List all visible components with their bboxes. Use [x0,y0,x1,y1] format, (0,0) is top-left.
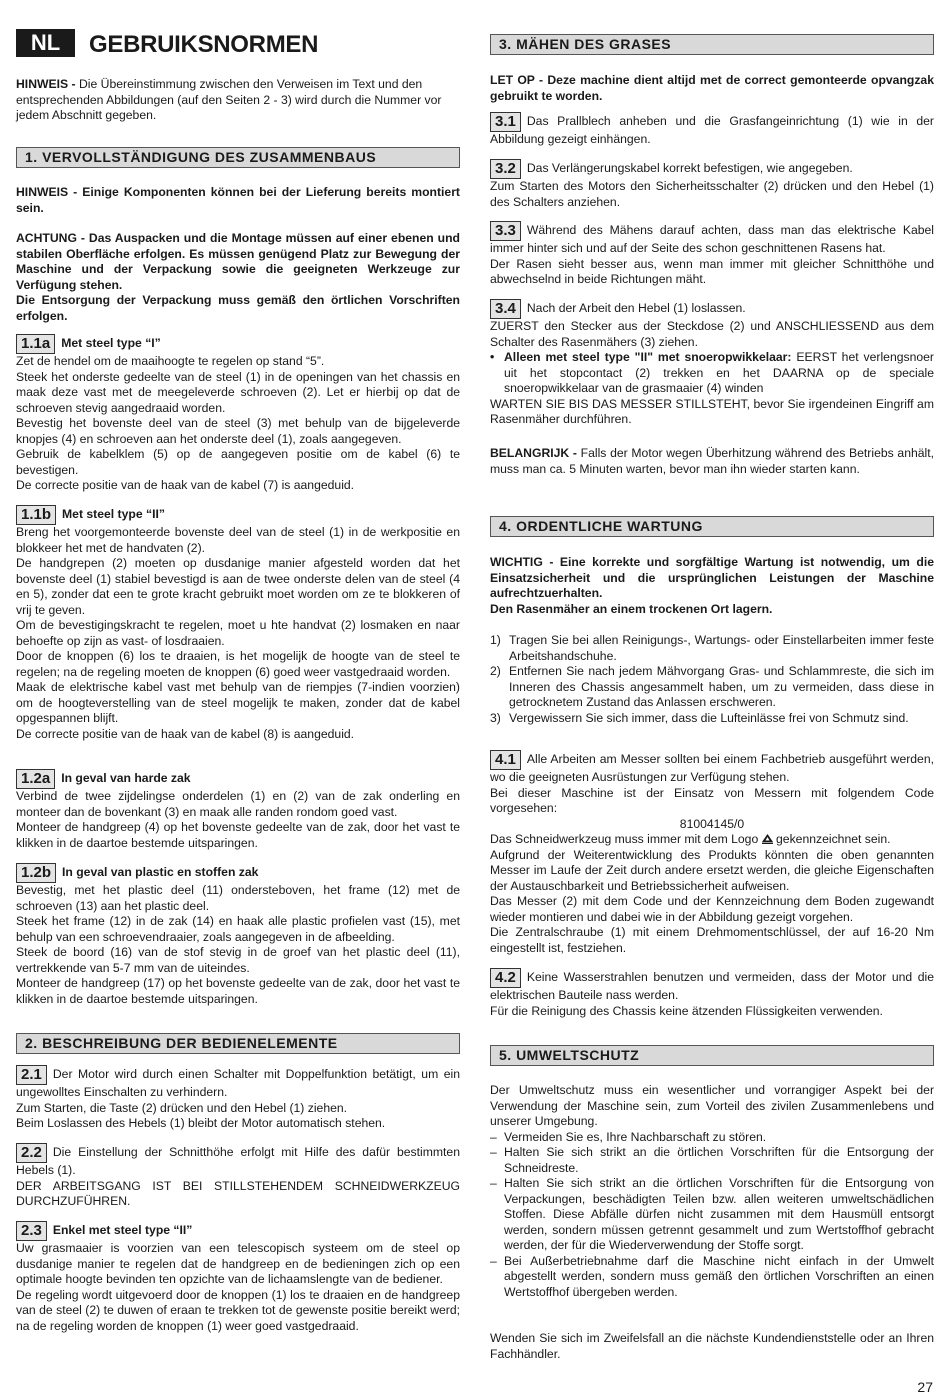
subsection-number: 4.2 [490,968,521,988]
subsection-number: 3.3 [490,221,521,241]
list-item [490,633,934,664]
list-item: – Halten Sie sich strikt an die örtlichen Vorschriften für die Entsorgung von Verpackungen, beschädigten Teilen bzw. allen weiteren umweltschädlichen Stoffen. Diese Abfälle dürfen nicht zusammen mit dem Hausmüll entsorgt werden, sondern müssen getrennt gesammelt und zum Wertstoffhof gebracht werden, der für die Wiederverwendung der Stoffe sorgt. [490,1176,934,1254]
paragraph: De regeling wordt uitgevoerd door de knoppen (1) los te draaien en de handgreep van de steel (2) te duwen of eraan te trekken tot de gewenste positie bereikt werd; na de regeling worden de knoppen (1) weer goed vastgedraaid. [16,1287,460,1333]
paragraph: Beim Loslassen des Hebels (1) bleibt der Motor automatisch stehen. [16,1116,386,1130]
paragraph: Uw grasmaaier is voorzien van een telescopisch systeem om de steel op dusdanige manier te regelen dat de handgreep en de bedieningen zich op een optimale hoogte bevinden ten opzichte van de lichaamslengte van de bediener. [16,1241,460,1286]
paragraph: Nach der Arbeit den Hebel (1) loslassen. [526,301,746,315]
maintenance-important: WICHTIG - Eine korrekte und sorgfältige Wartung ist notwendig, um die Einsatzsicherheit und die ursprünglichen Leistungen der Maschine aufrechtzuerhalten. [490,555,934,600]
warning-unpacking: ACHTUNG - Das Auspacken und die Montage müssen auf einer ebenen und stabilen Oberfläche erfolgen. Es müssen genügend Platz zur Bewegung der Maschine und der Verpackung sowie die geeigneten Werkzeuge zur Verfügung stehen. [16,231,460,292]
section-1-notes [16,185,460,324]
paragraph: Zum Starten des Motors den Sicherheitsschalter (2) drücken und den Hebel (1) des Schalters anziehen. [490,179,934,209]
subsection-1-1a [16,334,460,494]
paragraph: Steek het onderste gedeelte van de steel (1) in de openingen van het chassis en maak deze vast met de meegeleverde schroeven (2). Let er hierbij op dat de schroeven stevig aangedraaid worden. [16,369,460,415]
section-5-body [490,1083,934,1300]
paragraph: Der Motor wird durch einen Schalter mit Doppelfunktion betätigt, um ein ungewolltes Einschalten zu verhindern. [16,1067,460,1099]
paragraph: Alle Arbeiten am Messer sollten bei einem Fachbetrieb ausgeführt werden, wo die geeigneten Ausrüstungen zur Verfügung stehen. [490,752,934,784]
list-number: 2) [490,664,501,678]
subsection-4-2 [490,968,934,1019]
subsection-number: 1.2a [16,769,55,789]
subsection-3-1 [490,112,934,148]
list-item [490,711,934,727]
paragraph: De correcte positie van de haak van de kabel (7) is aangeduid. [16,478,355,492]
subsection-number: 3.1 [490,112,521,132]
subsection-2-2 [16,1143,460,1210]
paragraph: Breng het voorgemonteerde bovenste deel van de steel (1) in de werkpositie en blokkeer het met de handvaten (2). [16,525,460,555]
paragraph: Während des Mähens darauf achten, dass man das elektrische Kabel immer hinter sich und auf der Seite des schon geschnittenen Rasens hat. [490,223,934,255]
important-note [490,446,934,477]
section-4-heading: 4. ORDENTLICHE WARTUNG [490,516,934,537]
numbered-list [490,633,934,726]
subsection-2-3 [16,1221,460,1334]
paragraph: Door de knoppen (6) los te draaien, is het mogelijk de hoogte van de steel te regelen; na de regeling moeten de knoppen (6) goed weer vastgedraaid worden. [16,649,460,679]
section-1-heading: 1. VERVOLLSTÄNDIGUNG DES ZUSAMMENBAUS [16,147,460,168]
paragraph: Die Zentralschraube (1) mit einem Drehmomentschlüssel, der auf 16-20 Nm eingestellt ist, festziehen. [490,925,934,955]
paragraph: Das Messer (2) mit dem Code und der Kennzeichnung dem Boden zugewandt wieder montieren und dabei wie in der Abbildung gezeigt vorgehen. [490,894,934,924]
subsection-2-1 [16,1065,460,1132]
subsection-title: Met steel type “I” [61,336,161,350]
paragraph: Bei dieser Maschine ist der Einsatz von Messern mit folgendem Code vorgesehen: [490,785,934,815]
note-components: HINWEIS - Einige Komponenten können bei der Lieferung bereits montiert sein. [16,185,460,215]
paragraph: Bevestig het bovenste deel van de steel (3) met behulp van de bijgeleverde knopjes (4) en schroeven aan het onderste deel (1), zoals aangegeven. [16,416,460,446]
paragraph: Steek de boord (16) van de stof stevig in de groef van het plastic deel (11), vertrekkende van 5-7 mm van de uiteindes. [16,945,460,975]
dash-list [490,1130,934,1301]
subsection-title: In geval van harde zak [61,771,191,785]
subsection-number: 2.1 [16,1065,47,1085]
subsection-1-2a [16,769,460,851]
list-item [490,350,934,397]
subsection-number: 1.1b [16,505,56,525]
subsection-number: 2.3 [16,1221,47,1241]
paragraph: Steek het frame (12) in de zak (14) en haak alle plastic profielen vast (15), met behulp van een schroevendraaier, zoals aangegeven in de afbeelding. [16,914,460,944]
subsection-title: Met steel type “II” [62,507,165,521]
paragraph: Zum Starten, die Taste (2) drücken und den Hebel (1) ziehen. [16,1100,348,1115]
page-title: GEBRUIKSNORMEN [89,31,319,58]
list-item: – Bei Außerbetriebnahme darf die Maschine nicht einfach in der Umwelt abgestellt werden, sondern muss gemäß den örtlichen Vorschriften an einen Wertstoffhof übergeben werden. [490,1254,934,1301]
subsection-3-2 [490,159,934,210]
list-item [490,664,934,711]
bullet-list [490,350,934,397]
section-5-heading: 5. UMWELTSCHUTZ [490,1045,934,1066]
list-number: 3) [490,710,501,725]
storage-note: Den Rasenmäher an einem trockenen Ort lagern. [490,601,773,616]
warning-bag: LET OP - Deze machine dient altijd met de correct gemonteerde opvangzak gebruikt te worden. [490,73,934,103]
paragraph: Das Prallblech anheben und die Grasfangeinrichtung (1) wie in der Abbildung gezeigt einhängen. [490,114,934,146]
subsection-1-1b [16,505,460,742]
paragraph: Monteer de handgreep (17) op het bovenste gedeelte van de zak, door het vast te klikken in de daartoe bestemde uitsparingen. [16,976,460,1006]
maintenance-list [490,633,934,726]
list-item: – Halten Sie sich strikt an die örtlichen Vorschriften für die Entsorgung der Schneidreste. [490,1145,934,1176]
list-text: Entfernen Sie nach jedem Mähvorgang Gras- und Schlammreste, die sich im Inneren des Chassis angesammelt haben, um zu vermeiden, dass diese in getrocknetem Zustand das Anlassen erschweren. [509,664,934,709]
paragraph: Zet de hendel om de maaihoogte te regelen op stand “5”. [16,354,325,368]
blade-code: 81004145/0 [679,816,745,831]
paragraph: Keine Wasserstrahlen benutzen und vermeiden, dass der Motor und die elektrischen Bauteile nass werden. [490,970,934,1002]
list-text: Vergewissern Sie sich immer, dass die Lufteinlässe frei von Schmutz sind. [509,710,909,725]
subsection-1-2b [16,863,460,1007]
intro-note [16,77,460,124]
list-item: – Vermeiden Sie es, Ihre Nachbarschaft zu stören. [490,1130,934,1146]
paragraph: Der Umweltschutz muss ein wesentlicher und vorrangiger Aspekt bei der Verwendung der Maschine sein, zum Vorteil des zivilen Zusammenlebens und unserer Umgebung. [490,1083,934,1128]
list-number: 1) [490,633,501,647]
paragraph: Bevestig, met het plastic deel (11) ondersteboven, het frame (12) met de schroeven (13) aan het plastic deel. [16,883,460,913]
subsection-3-3 [490,221,934,288]
paragraph: Der Rasen sieht besser aus, wenn man immer mit gleicher Schnitthöhe und abwechselnd in beide Richtungen mäht. [490,256,934,286]
important-lead: BELANGRIJK - [490,446,577,460]
paragraph: DER ARBEITSGANG IST BEI STILLSTEHENDEM SCHNEIDWERKZEUG DURCHZUFÜHREN. [16,1178,460,1208]
paragraph: Für die Reinigung des Chassis keine ätzenden Flüssigkeiten verwenden. [490,1003,883,1018]
subsection-3-4 [490,299,934,428]
important-text: Falls der Motor wegen Überhitzung während des Betriebs anhält, muss man ca. 5 Minuten warten, bevor man ihn wieder starten kann. [490,446,935,476]
blade-logo-icon [762,834,773,844]
logo-text-after: gekennzeichnet sein. [772,832,891,846]
paragraph: De correcte positie van de haak van de kabel (8) is aangeduid. [16,726,355,741]
section-4-notes [490,555,934,617]
subsection-number: 1.1a [16,334,55,354]
paragraph: Wenden Sie sich im Zweifelsfall an die nächste Kundendienststelle oder an Ihren Fachhändler. [490,1331,934,1361]
language-badge: NL [16,29,75,57]
paragraph: Maak de elektrische kabel vast met behulp van de riempjes (7-indien voorzien) om de hoogteverstelling van de steel mogelijk te maken, zonder dat de kabel opgespannen blijft. [16,680,460,725]
paragraph: WARTEN SIE BIS DAS MESSER STILLSTEHT, bevor Sie irgendeinen Eingriff am Rasenmäher durchführen. [490,396,934,426]
paragraph: Das Verlängerungskabel korrekt befestigen, wie angegeben. [526,161,853,175]
paragraph: Monteer de handgreep (4) op het bovenste gedeelte van de zak, door het vast te klikken in de daartoe bestemde uitsparingen. [16,820,460,850]
subsection-title: Enkel met steel type “II” [52,1223,193,1237]
paragraph: De handgrepen (2) moeten op dusdanige manier afgesteld worden dat het bovenste deel (1) stabiel bevestigd is aan de twee onderste delen van de steel (4 en 5), zonder dat een te grote kracht gebruikt moet worden om ze te blokkeren of vrij te geven. [16,556,460,617]
subsection-number: 1.2b [16,863,56,883]
bullet-lead: Alleen met steel type "II" met snoeropwikkelaar: [504,350,792,364]
paragraph: Die Einstellung der Schnitthöhe erfolgt mit Hilfe des dafür bestimmten Hebels (1). [16,1145,460,1177]
section-2-heading: 2. BESCHREIBUNG DER BEDIENELEMENTE [16,1033,460,1054]
subsection-number: 4.1 [490,750,521,770]
paragraph: ZUERST den Stecker aus der Steckdose (2) und ANSCHLIESSEND aus dem Schalter des Rasenmähers (3) ziehen. [490,319,934,349]
paragraph: Aufgrund der Weiterentwicklung des Produkts könnten die oben genannten Messer im Laufe der Zeit durch andere ersetzt werden, die gleiche Eigenschaften der Austauschbarkeit und Betriebssicherheit aufweisen. [490,847,934,893]
closing-note [490,1331,934,1362]
subsection-number: 3.2 [490,159,521,179]
intro-text: Die Übereinstimmung zwischen den Verweisen im Text und den entsprechenden Abbildungen (auf den Seiten 2 - 3) wird durch die Nummer vor jedem Abschnitt gegeben. [16,77,442,122]
section-3-warning [490,73,934,104]
list-text: Tragen Sie bei allen Reinigungs-, Wartungs- oder Einstellarbeiten immer feste Arbeitshandschuhe. [509,633,934,663]
bullet-text: EERST het verlengsnoer uit het stopcontact (2) trekken en het DAARNA op de speciale snoeropwikkelaar van de grasmaaier (4) winden [504,350,934,395]
intro-lead: HINWEIS - [16,77,76,91]
subsection-number: 2.2 [16,1143,47,1163]
page-number: 27 [917,1379,933,1395]
disposal-note: Die Entsorgung der Verpackung muss gemäß den örtlichen Vorschriften erfolgen. [16,293,460,323]
logo-text-before: Das Schneidwerkzeug muss immer mit dem Logo [490,832,759,846]
section-3-heading: 3. MÄHEN DES GRASES [490,34,934,55]
paragraph: Verbind de twee zijdelingse onderdelen (1) en (2) van de zak onderling en monteer dan de bovenkant (3) en maak alle randen rondom goed vast. [16,789,460,819]
subsection-title: In geval van plastic en stoffen zak [62,865,259,879]
subsection-4-1 [490,750,934,956]
subsection-number: 3.4 [490,299,521,319]
paragraph: Gebruik de kabelklem (5) op de aangegeven positie om de kabel (6) te bevestigen. [16,447,460,477]
paragraph: Om de bevestigingskracht te regelen, moet u hte handvat (2) losmaken en naar behoefte op zijn as vast- of losdraaien. [16,618,460,648]
